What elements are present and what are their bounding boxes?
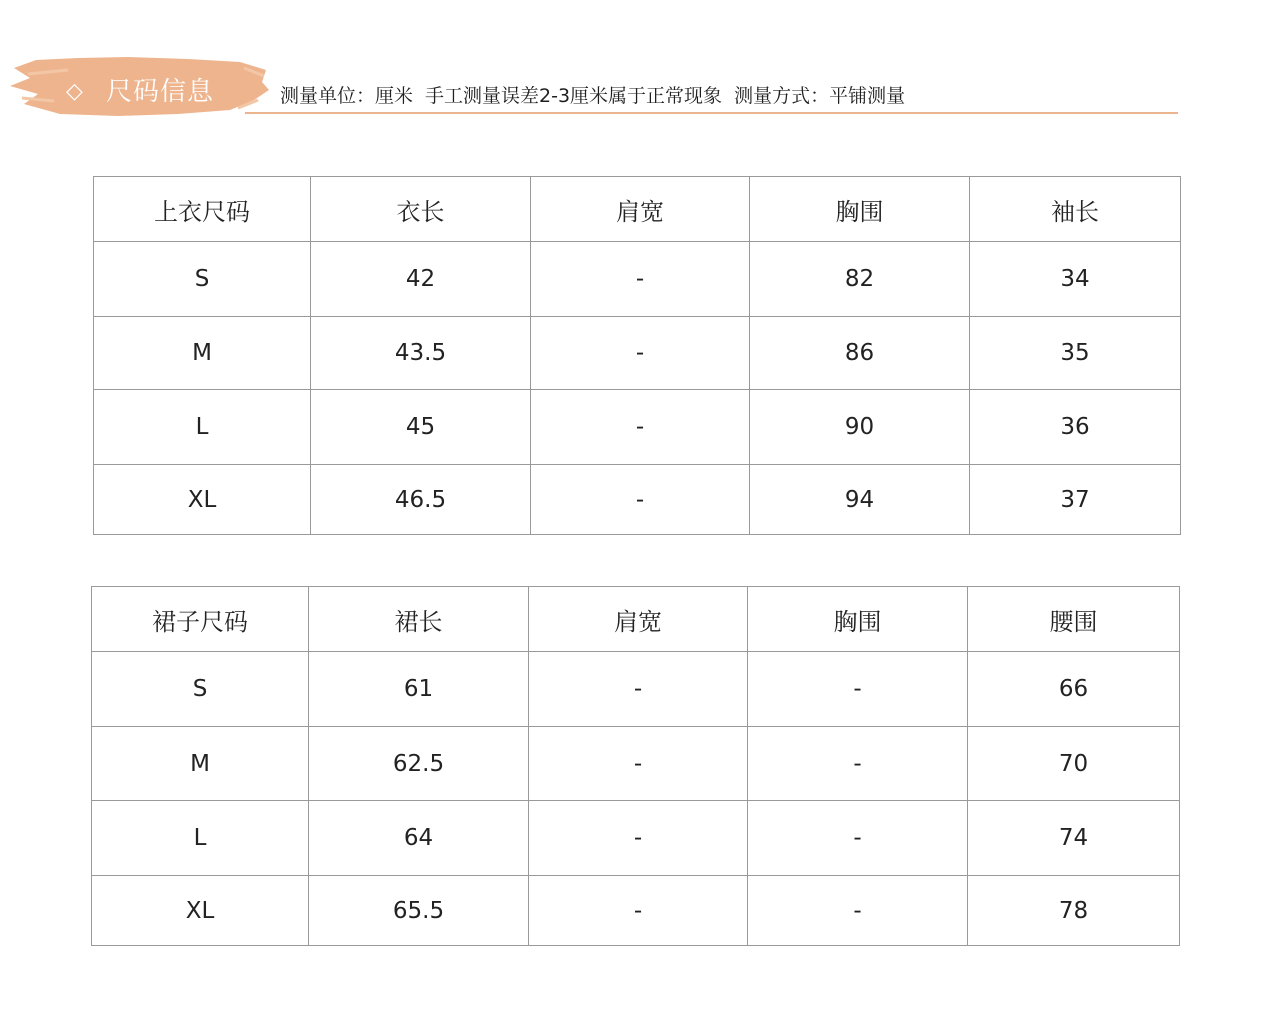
skirt-size-table bbox=[91, 586, 1180, 946]
table-cell: 74 bbox=[968, 801, 1180, 876]
table-cell: 61 bbox=[309, 652, 529, 727]
table-cell: 65.5 bbox=[309, 876, 529, 946]
table-cell: 34 bbox=[970, 242, 1181, 317]
top-size-table bbox=[93, 176, 1181, 535]
table-cell: 64 bbox=[309, 801, 529, 876]
header-cell: 肩宽 bbox=[531, 177, 750, 242]
table-cell: - bbox=[529, 652, 748, 727]
table-cell: 62.5 bbox=[309, 727, 529, 801]
header-cell: 胸围 bbox=[750, 177, 970, 242]
table-cell: 45 bbox=[311, 390, 531, 465]
table-row bbox=[92, 801, 1180, 876]
header-divider bbox=[245, 112, 1178, 114]
size-cell: XL bbox=[92, 876, 309, 946]
table-cell: - bbox=[748, 652, 968, 727]
table-cell: 35 bbox=[970, 317, 1181, 390]
table-header-row bbox=[92, 587, 1180, 652]
size-info-header bbox=[0, 0, 1280, 140]
table-cell: 78 bbox=[968, 876, 1180, 946]
table-cell: - bbox=[531, 390, 750, 465]
table-cell: 42 bbox=[311, 242, 531, 317]
table-cell: - bbox=[748, 876, 968, 946]
size-cell: M bbox=[94, 317, 311, 390]
table-cell: - bbox=[529, 876, 748, 946]
table-cell: - bbox=[531, 242, 750, 317]
header-cell: 腰围 bbox=[968, 587, 1180, 652]
table-cell: - bbox=[529, 727, 748, 801]
size-cell: S bbox=[92, 652, 309, 727]
table-cell: - bbox=[748, 727, 968, 801]
table-cell: - bbox=[531, 317, 750, 390]
header-cell: 衣长 bbox=[311, 177, 531, 242]
table-cell: - bbox=[748, 801, 968, 876]
table-row bbox=[94, 242, 1181, 317]
table-cell: 94 bbox=[750, 465, 970, 535]
table-cell: 70 bbox=[968, 727, 1180, 801]
table-cell: 37 bbox=[970, 465, 1181, 535]
table-cell: 36 bbox=[970, 390, 1181, 465]
table-row bbox=[92, 876, 1180, 946]
table-cell: 90 bbox=[750, 390, 970, 465]
measurement-method-note: 测量方式：平铺测量 bbox=[734, 85, 906, 107]
size-cell: S bbox=[94, 242, 311, 317]
size-cell: L bbox=[92, 801, 309, 876]
header-cell: 上衣尺码 bbox=[94, 177, 311, 242]
header-cell: 胸围 bbox=[748, 587, 968, 652]
table-cell: 86 bbox=[750, 317, 970, 390]
header-cell: 裙长 bbox=[309, 587, 529, 652]
table-cell: 66 bbox=[968, 652, 1180, 727]
table-header-row bbox=[94, 177, 1181, 242]
table-cell: 43.5 bbox=[311, 317, 531, 390]
size-cell: XL bbox=[94, 465, 311, 535]
header-cell: 裙子尺码 bbox=[92, 587, 309, 652]
measurement-unit-note: 测量单位：厘米 bbox=[280, 85, 414, 107]
table-cell: 46.5 bbox=[311, 465, 531, 535]
size-cell: L bbox=[94, 390, 311, 465]
table-row bbox=[94, 465, 1181, 535]
table-cell: - bbox=[531, 465, 750, 535]
section-title: 尺码信息 bbox=[106, 77, 215, 107]
header-cell: 袖长 bbox=[970, 177, 1181, 242]
table-row bbox=[94, 317, 1181, 390]
table-cell: - bbox=[529, 801, 748, 876]
size-cell: M bbox=[92, 727, 309, 801]
measurement-notes bbox=[280, 84, 917, 108]
measurement-error-note: 手工测量误差2-3厘米属于正常现象 bbox=[425, 85, 723, 107]
table-row bbox=[92, 652, 1180, 727]
diamond-icon: ◇ bbox=[66, 79, 83, 104]
header-cell: 肩宽 bbox=[529, 587, 748, 652]
table-row bbox=[92, 727, 1180, 801]
table-row bbox=[94, 390, 1181, 465]
table-cell: 82 bbox=[750, 242, 970, 317]
